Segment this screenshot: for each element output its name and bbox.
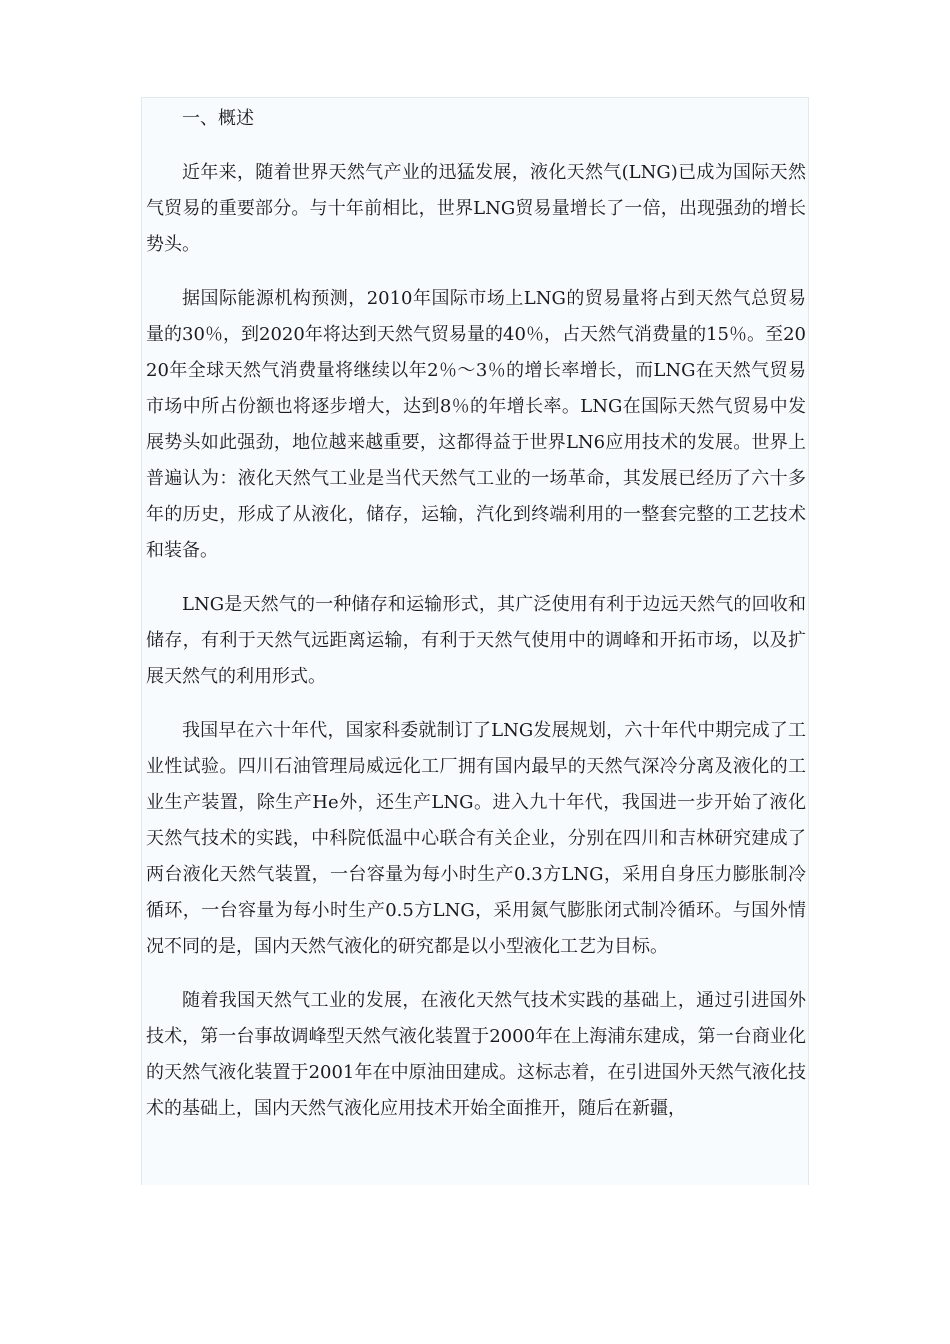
paragraph-2: 据国际能源机构预测，2010年国际市场上LNG的贸易量将占到天然气总贸易量的30％，到2020年将达到天然气贸易量的40％，占天然气消费量的15％。至2020年全球天然气消费量将继续以年2％～3％的增长率增长，而LNG在天然气贸易市场中所占份额也将逐步增大，达到8％的年增长率。LNG在国际天然气贸易中发展势头如此强劲，地位越来越重要，这都得益于世界LN6应用技术的发展。世界上普遍认为：液化天然气工业是当代天然气工业的一场革命，其发展已经历了六十多年的历史，形成了从液化，储存，运输，汽化到终端利用的一整套完整的工艺技术和装备。 (146, 288, 806, 561)
article-content-area (141, 97, 809, 1185)
paragraph-4: 我国早在六十年代，国家科委就制订了LNG发展规划，六十年代中期完成了工业性试验。四川石油管理局威远化工厂拥有国内最早的天然气深冷分离及液化的工业生产装置，除生产He外，还生产LNG。进入九十年代，我国进一步开始了液化天然气技术的实践，中科院低温中心联合有关企业，分别在四川和吉林研究建成了两台液化天然气装置，一台容量为每小时生产0.3方LNG，采用自身压力膨胀制冷循环，一台容量为每小时生产0.5方LNG，采用氮气膨胀闭式制冷循环。与国外情况不同的是，国内天然气液化的研究都是以小型液化工艺为目标。 (146, 720, 806, 957)
paragraph-3: LNG是天然气的一种储存和运输形式，其广泛使用有利于边远天然气的回收和储存，有利于天然气远距离运输，有利于天然气使用中的调峰和开拓市场，以及扩展天然气的利用形式。 (146, 594, 806, 687)
article-body (142, 98, 806, 1127)
section-heading: 一、概述 (182, 108, 254, 129)
paragraph-1: 近年来，随着世界天然气产业的迅猛发展，液化天然气(LNG)已成为国际天然气贸易的重要部分。与十年前相比，世界LNG贸易量增长了一倍，出现强劲的增长势头。 (146, 162, 806, 255)
paragraph-5: 随着我国天然气工业的发展，在液化天然气技术实践的基础上，通过引进国外技术，第一台事故调峰型天然气液化装置于2000年在上海浦东建成，第一台商业化的天然气液化装置于2001年在中原油田建成。这标志着，在引进国外天然气液化技术的基础上，国内天然气液化应用技术开始全面推开，随后在新疆， (146, 990, 806, 1119)
